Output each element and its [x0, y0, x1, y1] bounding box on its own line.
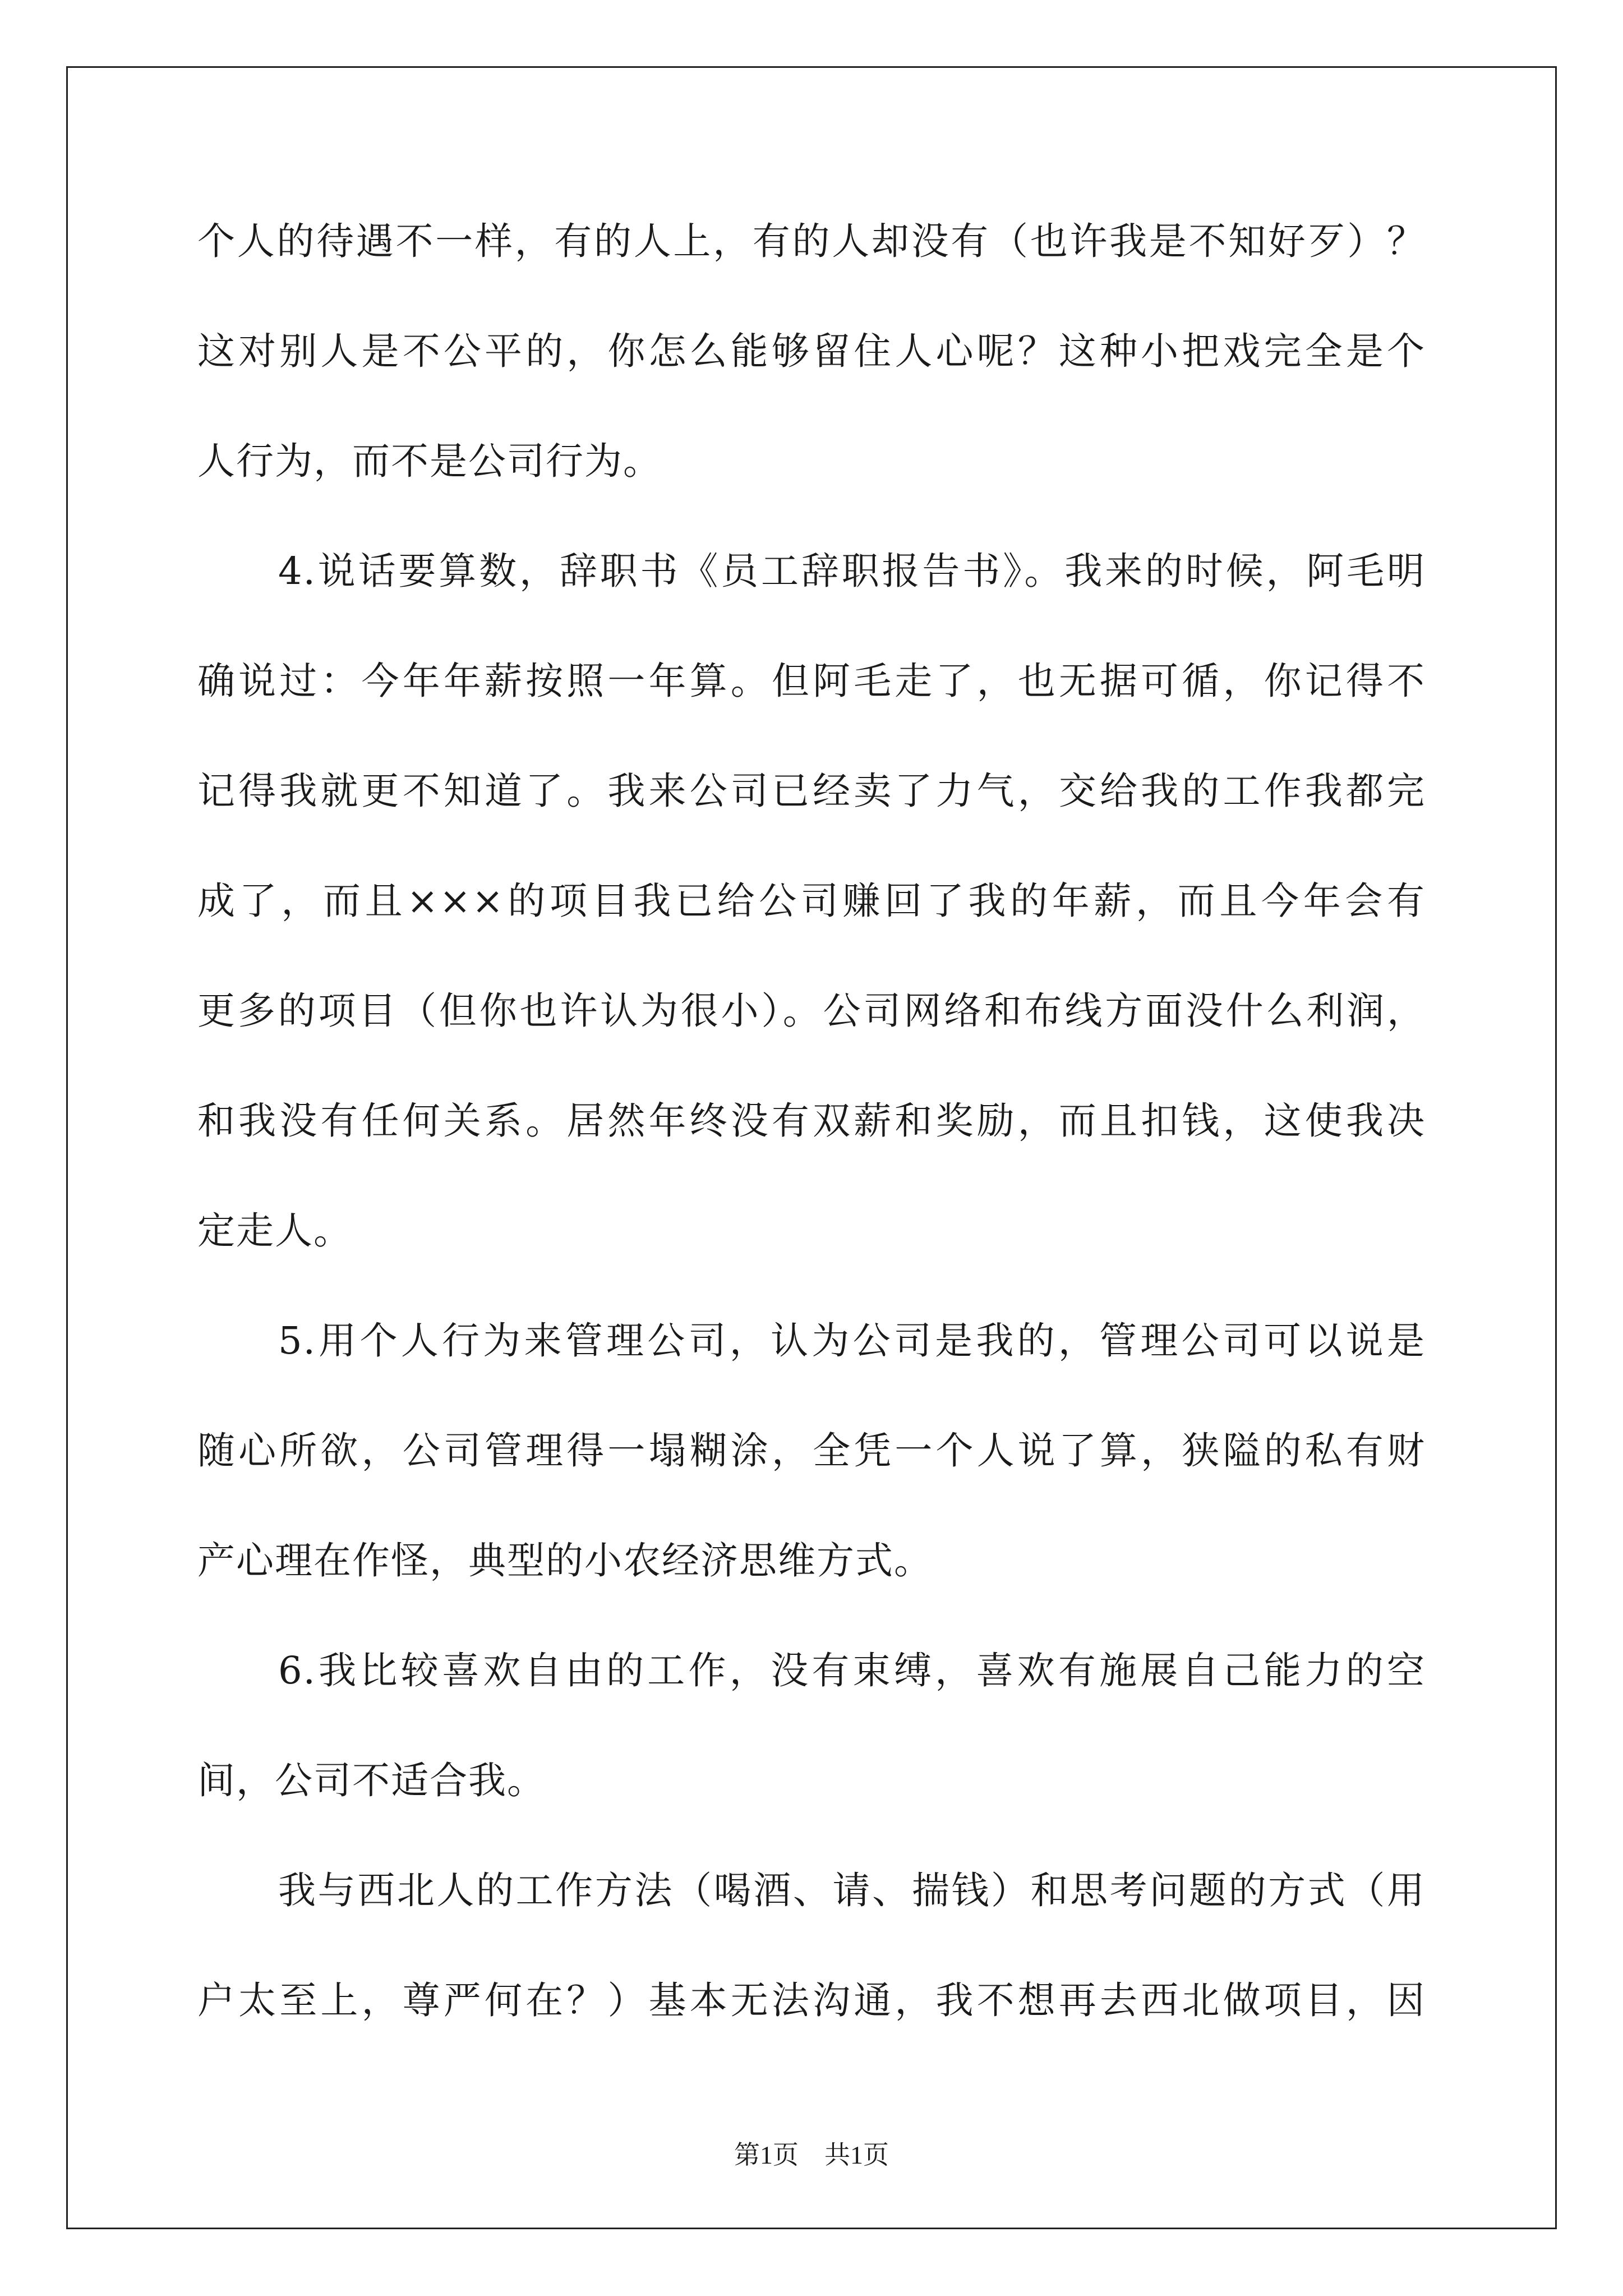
page-footer: [0, 2138, 1623, 2172]
text-line: 人行为，而不是公司行为。: [197, 439, 662, 483]
text-line: 4.说话要算数，辞职书《员工辞职报告书》。我来的时候，阿毛明: [278, 549, 1426, 593]
text-line: 定走人。: [197, 1209, 352, 1253]
text-line: 产心理在作怪，典型的小农经济思维方式。: [197, 1539, 933, 1582]
page-total: 共1页: [824, 2141, 889, 2169]
text-line: 成了，而且×××的项目我已给公司赚回了我的年薪，而且今年会有: [197, 879, 1426, 923]
text-line: 随心所欲，公司管理得一塌糊涂，全凭一个人说了算，狭隘的私有财: [197, 1429, 1426, 1473]
text-line: 间，公司不适合我。: [197, 1759, 546, 1802]
text-line: 更多的项目（但你也许认为很小）。公司网络和布线方面没什么利润，: [197, 989, 1426, 1033]
text-line: 确说过：今年年薪按照一年算。但阿毛走了，也无据可循，你记得不: [197, 659, 1426, 703]
page-number: 第1页: [734, 2141, 799, 2169]
text-line: 5.用个人行为来管理公司，认为公司是我的，管理公司可以说是: [278, 1319, 1426, 1363]
text-line: 记得我就更不知道了。我来公司已经卖了力气，交给我的工作我都完: [197, 769, 1426, 813]
text-line: 个人的待遇不一样，有的人上，有的人却没有（也许我是不知好歹）？: [197, 219, 1426, 263]
text-line: 我与西北人的工作方法（喝酒、请、揣钱）和思考问题的方式（用: [278, 1869, 1426, 1912]
text-line: 6.我比较喜欢自由的工作，没有束缚，喜欢有施展自己能力的空: [278, 1649, 1426, 1692]
text-line: 这对别人是不公平的，你怎么能够留住人心呢？这种小把戏完全是个: [197, 329, 1426, 373]
text-line: 户太至上，尊严何在？）基本无法沟通，我不想再去西北做项目，因: [197, 1978, 1426, 2022]
text-line: 和我没有任何关系。居然年终没有双薪和奖励，而且扣钱，这使我决: [197, 1099, 1426, 1143]
